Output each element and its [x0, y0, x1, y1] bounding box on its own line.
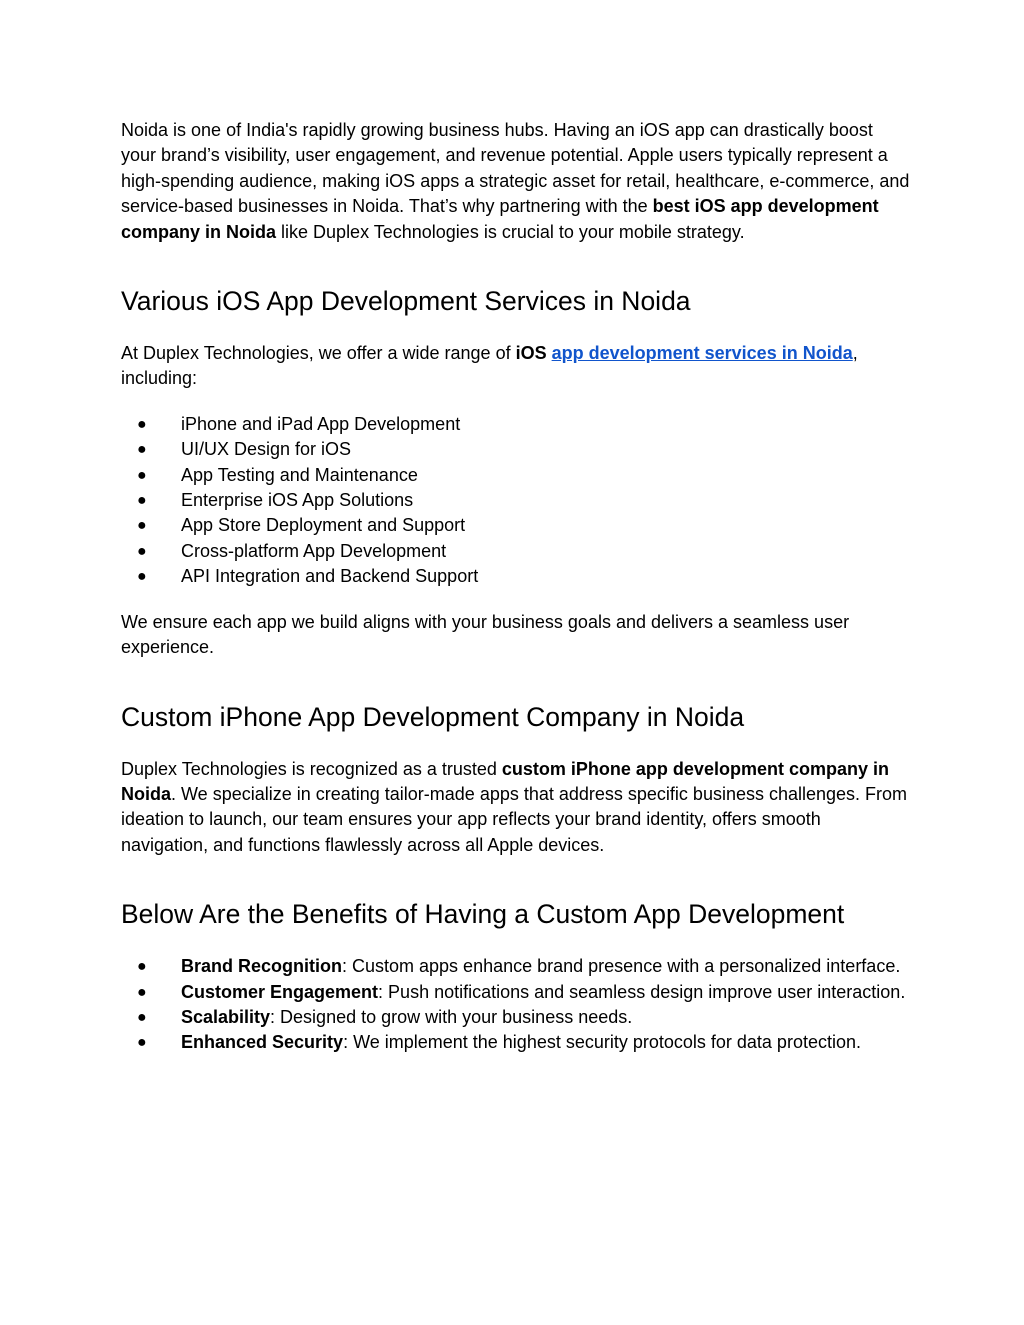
- benefit-text: : Designed to grow with your business needs.: [270, 1006, 633, 1027]
- services-heading: Various iOS App Development Services in Noida: [121, 286, 691, 317]
- list-item: [121, 412, 911, 437]
- list-item: [121, 564, 911, 589]
- bullet-icon: ●: [137, 568, 147, 586]
- list-item-text: Cross-platform App Development: [181, 540, 447, 561]
- bullet-icon: ●: [137, 1008, 147, 1026]
- custom-text-after: . We specialize in creating tailor-made apps that address specific business challenges. From ideation to launch, our team ensures your app reflects your brand identity, offers smooth navigation, and functions flawlessly across all Apple devices.: [121, 783, 908, 855]
- benefit-text: : We implement the highest security protocols for data protection.: [343, 1032, 861, 1053]
- bullet-icon: ●: [137, 466, 147, 484]
- list-item-text: iPhone and iPad App Development: [181, 413, 461, 434]
- list-item: [121, 1030, 911, 1055]
- list-item: [121, 1005, 911, 1030]
- list-item: [121, 980, 911, 1005]
- list-item: [121, 488, 911, 513]
- list-item-text: UI/UX Design for iOS: [181, 439, 352, 460]
- intro-text-after: like Duplex Technologies is crucial to your mobile strategy.: [276, 221, 745, 242]
- list-item: [121, 437, 911, 462]
- services-list: [121, 412, 911, 590]
- services-link[interactable]: app development services in Noida: [551, 343, 853, 364]
- bullet-icon: ●: [137, 415, 147, 433]
- bullet-icon: ●: [137, 542, 147, 560]
- benefit-text: : Custom apps enhance brand presence with a personalized interface.: [342, 956, 901, 977]
- services-intro-after: , including:: [121, 343, 858, 389]
- intro-text-before: Noida is one of India's rapidly growing business hubs. Having an iOS app can drastically boost your brand’s visibility, user engagement, and revenue potential. Apple users typically represent a high-spending audience, making iOS apps a strategic asset for retail, healthcare, e-commerce, and service-based businesses in Noida. That’s why partnering with the: [121, 120, 910, 217]
- benefit-title: Brand Recognition: [181, 956, 342, 977]
- list-item-text: Enterprise iOS App Solutions: [181, 490, 414, 511]
- list-item: [121, 539, 911, 564]
- list-item-text: App Testing and Maintenance: [181, 464, 418, 485]
- bullet-icon: ●: [137, 517, 147, 535]
- list-item: [121, 463, 911, 488]
- list-item: [121, 513, 911, 538]
- services-closing-paragraph: We ensure each app we build aligns with your business goals and delivers a seamless user experience.: [121, 611, 850, 658]
- benefit-text: : Push notifications and seamless design improve user interaction.: [378, 981, 906, 1002]
- benefits-heading: Below Are the Benefits of Having a Custom App Development: [121, 899, 845, 930]
- benefit-title: Customer Engagement: [181, 981, 379, 1002]
- list-item-text: API Integration and Backend Support: [181, 566, 479, 587]
- bullet-icon: ●: [137, 1034, 147, 1052]
- services-intro-before: At Duplex Technologies, we offer a wide range of: [121, 343, 516, 364]
- bullet-icon: ●: [137, 492, 147, 510]
- document-page: [121, 118, 911, 1056]
- list-item-text: App Store Deployment and Support: [181, 515, 466, 536]
- benefit-title: Enhanced Security: [181, 1032, 344, 1053]
- services-intro-paragraph: [121, 341, 911, 392]
- custom-heading: Custom iPhone App Development Company in Noida: [121, 701, 745, 732]
- services-intro-bold: iOS: [515, 343, 547, 364]
- custom-text-before: Duplex Technologies is recognized as a trusted: [121, 758, 502, 779]
- benefits-list: [121, 954, 911, 1056]
- list-item: [121, 954, 911, 979]
- benefit-title: Scalability: [181, 1006, 271, 1027]
- bullet-icon: ●: [137, 983, 147, 1001]
- custom-paragraph: [121, 757, 911, 859]
- bullet-icon: ●: [137, 441, 147, 459]
- bullet-icon: ●: [137, 958, 147, 976]
- intro-bold-keyword: best iOS app development company in Noida: [121, 196, 879, 242]
- custom-bold-keyword: custom iPhone app development company in Noida: [121, 758, 889, 804]
- intro-paragraph: [121, 118, 911, 245]
